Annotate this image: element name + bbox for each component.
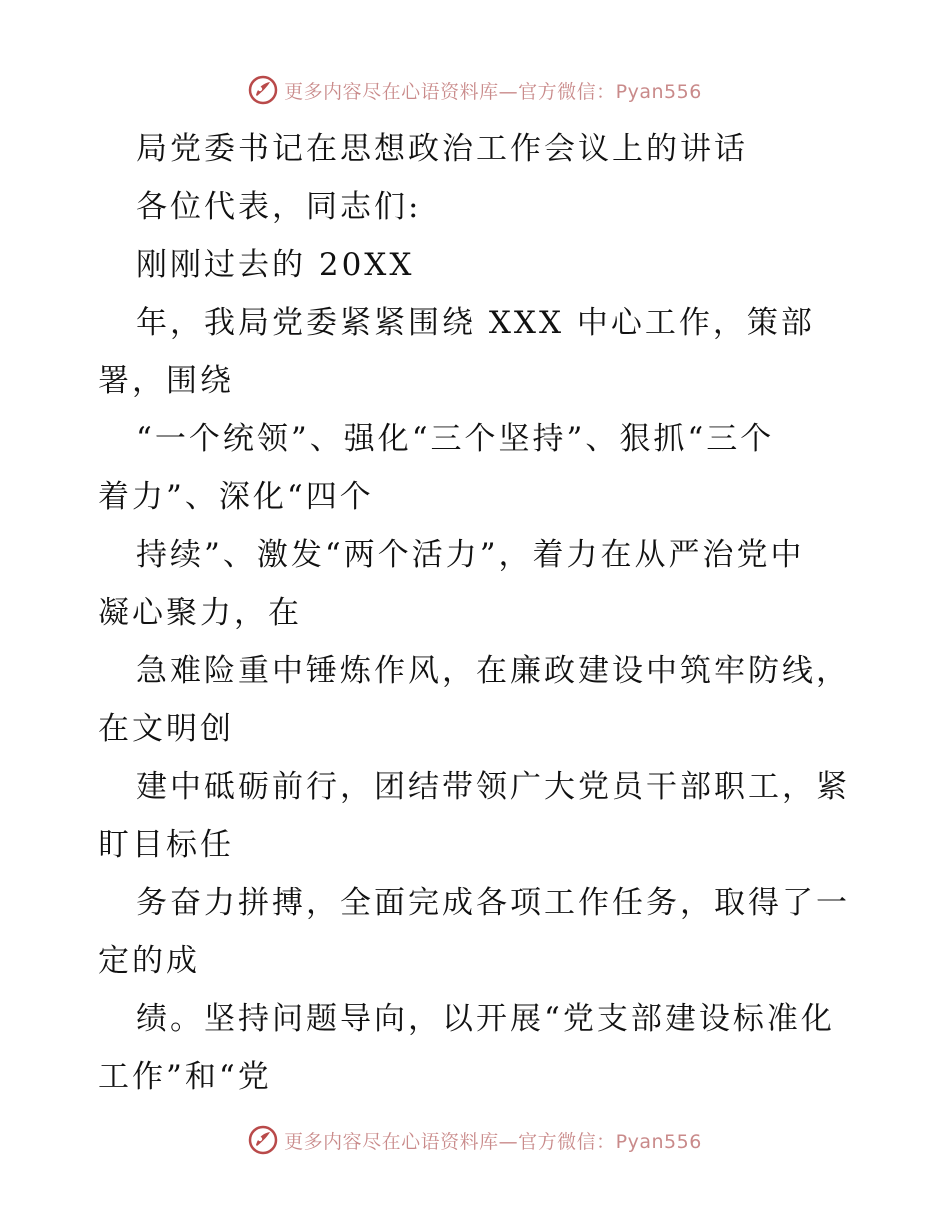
header-watermark xyxy=(0,70,950,110)
document-line: 凝心聚力，在 xyxy=(98,595,302,631)
document-line: 务奋力拼搏，全面完成各项工作任务，取得了一 xyxy=(136,885,850,921)
watermark-text: 更多内容尽在心语资料库—官方微信：Pyan556 xyxy=(284,80,702,103)
document-line: 建中砥砺前行，团结带领广大党员干部职工，紧 xyxy=(136,769,850,805)
document-line: 急难险重中锤炼作风，在廉政建设中筑牢防线， xyxy=(136,653,850,689)
document-line: 各位代表，同志们: xyxy=(136,189,422,225)
document-line: 在文明创 xyxy=(98,711,234,747)
document-line: “一个统领”、强化“三个坚持”、狠抓“三个 xyxy=(136,421,775,457)
document-line: 绩。坚持问题导向，以开展“党支部建设标准化 xyxy=(136,1001,835,1037)
document-line: 署，围绕 xyxy=(98,363,234,399)
document-line: 刚刚过去的 20XX xyxy=(136,247,415,283)
document-line: 定的成 xyxy=(98,943,200,979)
document-body xyxy=(98,120,858,1106)
watermark-logo-icon xyxy=(248,75,278,105)
document-line: 局党委书记在思想政治工作会议上的讲话 xyxy=(136,131,748,167)
watermark-text: 更多内容尽在心语资料库—官方微信：Pyan556 xyxy=(284,1130,702,1153)
document-line: 年，我局党委紧紧围绕 XXX 中心工作，策部 xyxy=(136,305,815,341)
document-line: 着力”、深化“四个 xyxy=(98,479,374,515)
footer-watermark xyxy=(0,1120,950,1160)
document-line: 工作”和“党 xyxy=(98,1059,272,1095)
document-line: 持续”、激发“两个活力”，着力在从严治党中 xyxy=(136,537,805,573)
document-line: 盯目标任 xyxy=(98,827,234,863)
watermark-logo-icon xyxy=(248,1125,278,1155)
